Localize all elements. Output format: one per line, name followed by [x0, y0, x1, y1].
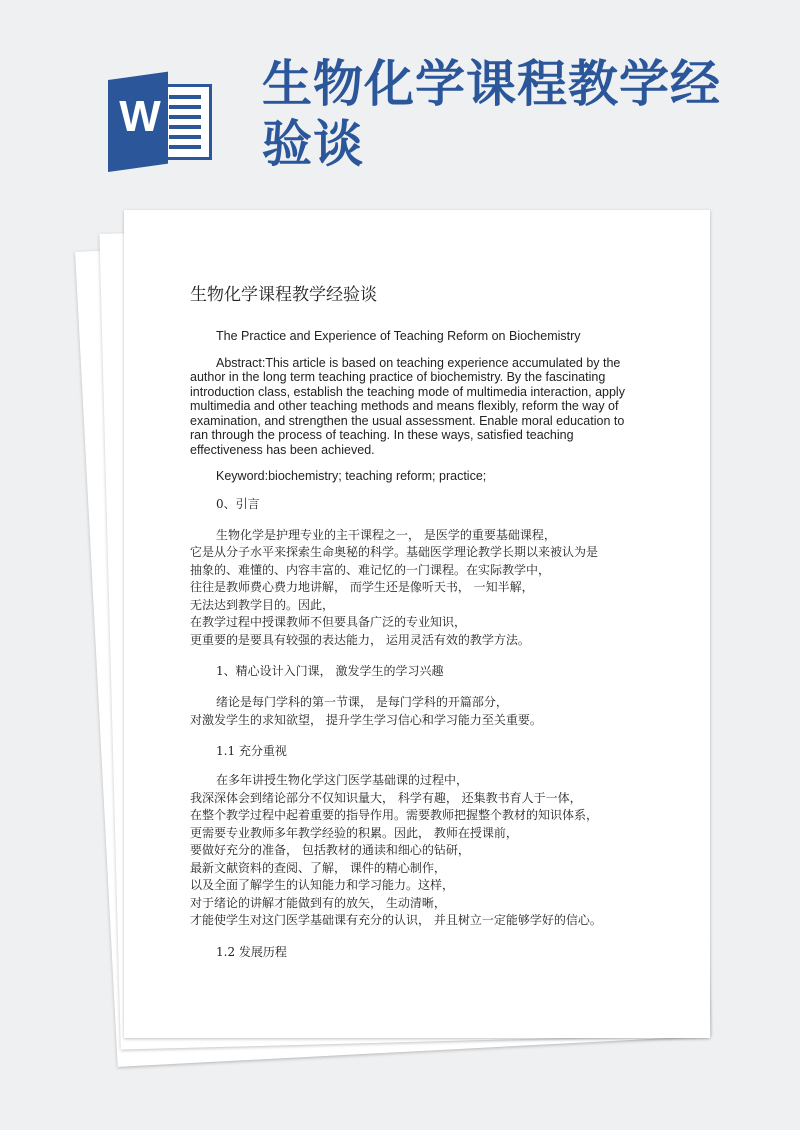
section-1-2-heading: 1.2 发展历程 [216, 944, 287, 959]
abstract: Abstract:This article is based on teaching experience accumulated by the author in the long term teaching practice of biochemistry. By the fascinating introduction class, establish the teaching mode of multimedia interaction, apply multimedia and other teaching methods and means flexibly, reform the way of examination, and strengthen the usual assessment. Enable moral education to ran through the process of teaching. In these ways, satisfied teaching effectiveness has been achieved. [190, 355, 625, 457]
section-0-heading: 0、引言 [216, 496, 260, 511]
document-title: 生物化学课程教学经验谈 [190, 285, 377, 305]
keywords: Keyword:biochemistry; teaching reform; practice; [216, 469, 487, 483]
document-content [190, 280, 640, 973]
word-icon-letter: W [119, 92, 161, 141]
section-1-1-body: 在多年讲授生物化学这门医学基础课的过程中， 我深深体会到绪论部分不仅知识量大， 科学有趣， 还集教书育人于一体， 在整个教学过程中起着重要的指导作用。需要教师把握整个教材的知识体系， 更需要专业教师多年教学经验的积累。因此， 教师在授课前， 要做好充分的准备， 包括教材的通读和细心的钻研， 最新文献资料的查阅、了解， 课件的精心制作， 以及全面了解学生的认知能力和学习能力。这样， 对于绪论的讲解才能做到有的放矢， 生动清晰， 才能使学生对这门医学基础课有充分的认识， 并且树立一定能够学好的信心。 [190, 773, 602, 927]
section-1-1-heading: 1.1 充分重视 [216, 744, 287, 758]
section-1-body: 绪论是每门学科的第一节课， 是每门学科的开篇部分， 对激发学生的求知欲望， 提升学生学习信心和学习能力至关重要。 [190, 695, 542, 727]
page-title: 生物化学课程教学经验谈 [262, 55, 721, 173]
english-title: The Practice and Experience of Teaching Reform on Biochemistry [216, 329, 581, 343]
section-0-body: 生物化学是护理专业的主干课程之一， 是医学的重要基础课程， 它是从分子水平来探索生命奥秘的科学。基础医学理论教学长期以来被认为是 抽象的、难懂的、内容丰富的、难记忆的一门课程。在实际教学中， 往往是教师费心费力地讲解， 而学生还是像听天书， 一知半解， 无法达到教学目的。因此， 在教学过程中授课教师不但要具备广泛的专业知识， 更重要的是要具有较强的表达能力， 运用灵活有效的教学方法。 [190, 527, 599, 647]
section-1-heading: 1、精心设计入门课， 激发学生的学习兴趣 [216, 664, 444, 678]
word-icon [108, 74, 216, 166]
